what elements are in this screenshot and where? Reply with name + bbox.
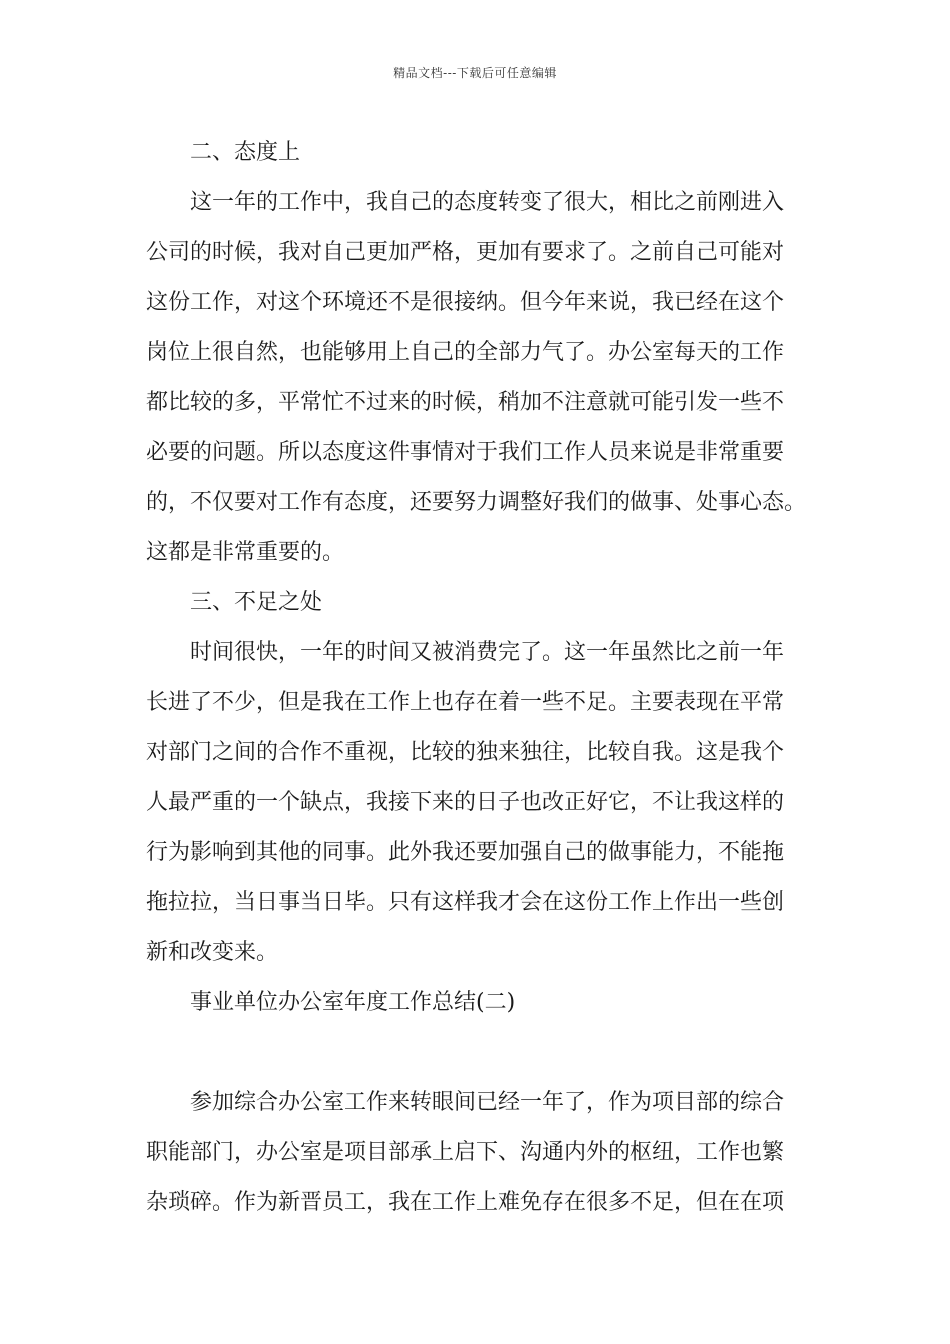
text-line: 的，不仅要对工作有态度，还要努力调整好我们的做事、处事心态。 — [146, 490, 807, 515]
text-line: 参加综合办公室工作来转眼间已经一年了，作为项目部的综合 — [190, 1090, 785, 1115]
paragraph — [146, 978, 810, 1028]
text-line: 这份工作，对这个环境还不是很接纳。但今年来说，我已经在这个 — [146, 290, 785, 315]
text-line: 职能部门，办公室是项目部承上启下、沟通内外的枢纽，工作也繁 — [146, 1140, 785, 1165]
text-line: 事业单位办公室年度工作总结(二) — [190, 990, 516, 1015]
text-line: 公司的时候，我对自己更加严格，更加有要求了。之前自己可能对 — [146, 240, 785, 265]
text-line: 这都是非常重要的。 — [146, 540, 345, 565]
text-line: 必要的问题。所以态度这件事情对于我们工作人员来说是非常重要 — [146, 440, 785, 465]
text-line: 三、不足之处 — [190, 590, 323, 615]
text-line: 对部门之间的合作不重视，比较的独来独往，比较自我。这是我个 — [146, 740, 785, 765]
text-line: 人最严重的一个缺点，我接下来的日子也改正好它，不让我这样的 — [146, 790, 785, 815]
text-line: 长进了不少，但是我在工作上也存在着一些不足。主要表现在平常 — [146, 690, 785, 715]
text-line: 都比较的多，平常忙不过来的时候，稍加不注意就可能引发一些不 — [146, 390, 785, 415]
paragraph — [146, 178, 810, 578]
blank-line — [146, 1028, 810, 1078]
paragraph — [146, 128, 810, 178]
text-line: 新和改变来。 — [146, 940, 279, 965]
text-line: 这一年的工作中，我自己的态度转变了很大，相比之前刚进入 — [190, 190, 785, 215]
document-body — [146, 128, 810, 1228]
paragraph — [146, 1078, 810, 1228]
page-header: 精品文档---下载后可任意编辑 — [393, 66, 557, 80]
text-line: 二、态度上 — [190, 140, 301, 165]
text-line: 时间很快，一年的时间又被消费完了。这一年虽然比之前一年 — [190, 640, 785, 665]
text-line: 行为影响到其他的同事。此外我还要加强自己的做事能力，不能拖 — [146, 840, 785, 865]
text-line: 岗位上很自然，也能够用上自己的全部力气了。办公室每天的工作 — [146, 340, 785, 365]
paragraph — [146, 628, 810, 978]
paragraph — [146, 578, 810, 628]
text-line: 杂琐碎。作为新晋员工，我在工作上难免存在很多不足，但在在项 — [146, 1190, 785, 1215]
text-line: 拖拉拉，当日事当日毕。只有这样我才会在这份工作上作出一些创 — [146, 890, 785, 915]
